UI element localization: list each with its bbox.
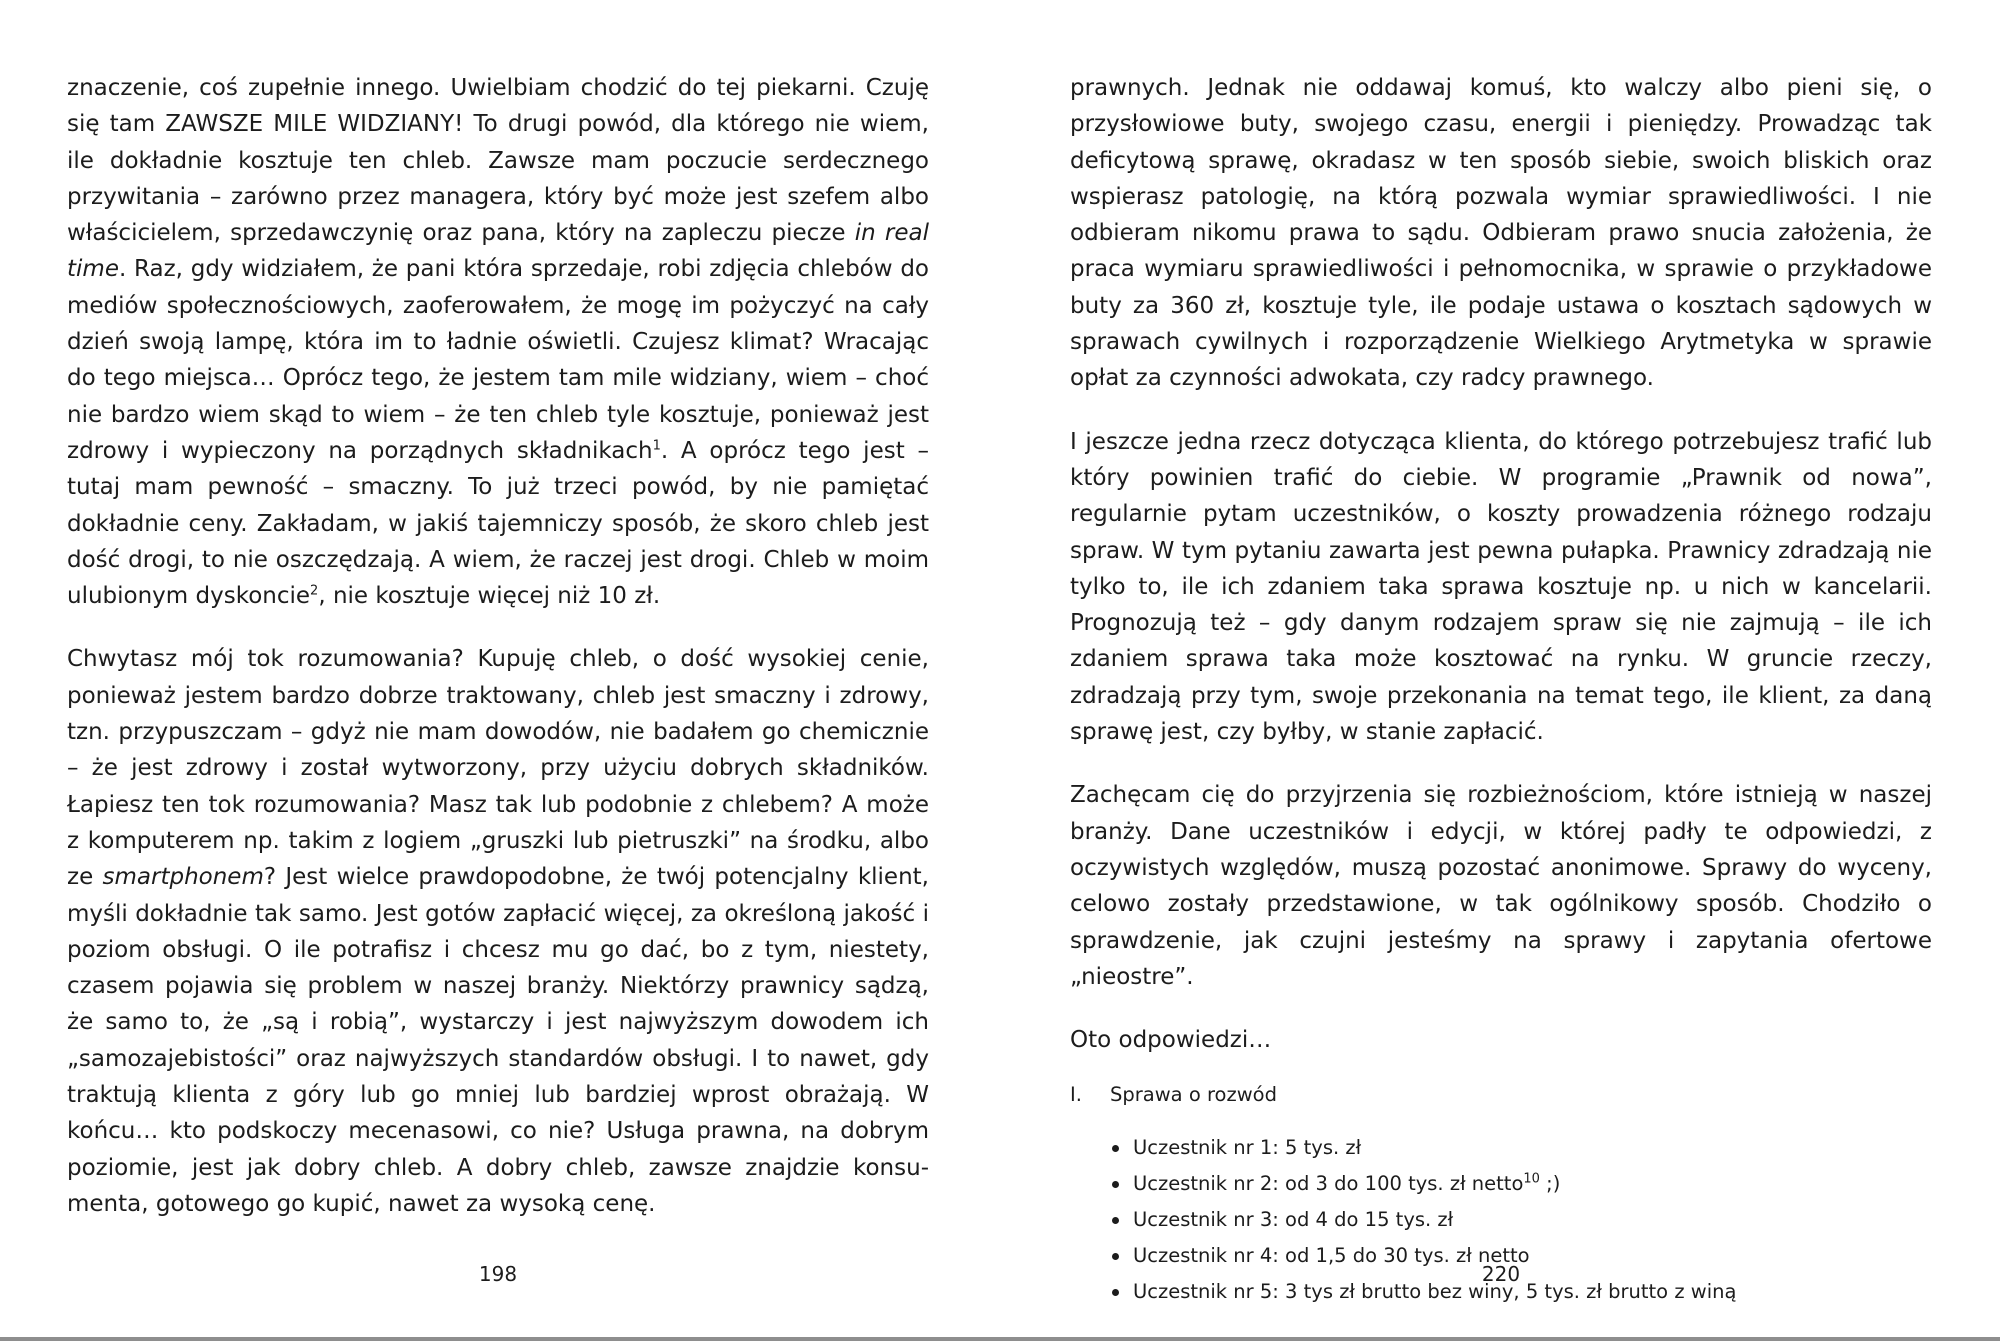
- text-run: Uczestnik nr 2: od 3 do 100 tys. zł netto: [1133, 1172, 1524, 1196]
- right-page-body: [1070, 70, 1932, 1310]
- paragraph: [1070, 424, 1932, 751]
- text-run: I jeszcze jedna rzecz dotycząca klienta, do którego potrzebujesz trafić lub który powinien trafić do ciebie. W programie „Prawnik od nowa”, regularnie pytam uczestników, o koszty prowadzenia różnego rodzaju spraw. W tym pytaniu zawarta jest pewna pułapka. Prawnicy zdradzają nie tylko to, ile ich zdaniem taka sprawa kosztuje np. u nich w kancelarii. Prognozują też – gdy danym rodzajem spraw się nie zajmują – ile ich zdaniem sprawa taka może kosztować na rynku. W gruncie rzeczy, zdradzają przy tym, swoje przekonania na temat tego, ile klient, za daną sprawę jest, czy byłby, w stanie zapłacić.: [1070, 428, 1932, 746]
- text-run: Uczestnik nr 5: 3 tys zł brutto bez winy, 5 tys. zł brutto z winą: [1133, 1280, 1737, 1304]
- case-heading: [1070, 1080, 1932, 1110]
- paragraph: [1070, 777, 1932, 995]
- text-run: prawnych. Jednak nie oddawaj komuś, kto walczy albo pieni się, o przysłowiowe buty, swojego czasu, energii i pieniędzy. Prowadząc tak deficytową sprawę, okradasz w ten sposób siebie, swoich bliskich oraz wspierasz patologię, na którą pozwala wymiar sprawiedliwości. I nie odbieram nikomu prawa to sądu. Odbieram prawo snucia założenia, że praca wymiaru sprawiedliwości i pełnomocnika, w sprawie o przykładowe buty za 360 zł, kosztuje tyle, ile podaje ustawa o kosztach sądowych w sprawach cywilnych i rozporządzenie Wielkiego Arytmetyka w sprawie opłat za czynności adwokata, czy radcy prawnego.: [1070, 75, 1932, 392]
- italic-text: in real time: [67, 220, 929, 283]
- text-run: . A oprócz tego jest – tutaj mam pewność – smaczny. To już trzeci powód, by nie pamiętać dokładnie ceny. Zakładam, w jakiś tajemniczy sposób, że skoro chleb jest dość drogi, to nie oszczędzają. A wiem, że raczej jest drogi. Chleb w moim ulubionym dyskoncie: [67, 437, 929, 610]
- list-item: [1110, 1130, 1932, 1166]
- list-item: [1110, 1166, 1932, 1202]
- text-run: ;): [1539, 1172, 1561, 1196]
- footnote-marker: 10: [1523, 1171, 1540, 1187]
- page-number: 198: [478, 1262, 518, 1286]
- text-run: ? Jest wielce prawdopodobne, że twój potencjalny klient, myśli dokładnie tak samo. Jest gotów zapłacić więcej, za określoną jakość i poziom obsługi. O ile potrafisz i chcesz mu go dać, bo z tym, niestety, czasem pojawia się problem w naszej branży. Niektórzy prawnicy sądzą, że samo to, że „są i robią”, wystarczy i jest najwyższym dowodem ich „samozajebistości” oraz najwyższych standardów obsługi. I to nawet, gdy traktują klienta z góry lub go mniej lub bardziej wprost obrażają. W końcu… kto podskoczy mecenasowi, co nie? Usługa prawna, na dobrym poziomie, jest jak dobry chleb. A dobry chleb, zawsze znajdzie konsumenta, gotowego go kupić, nawet za wysoką cenę.: [67, 864, 929, 1217]
- footnote-marker: 1: [652, 438, 661, 454]
- paragraph: [1070, 70, 1932, 397]
- text-run: Uczestnik nr 1: 5 tys. zł: [1133, 1136, 1362, 1160]
- footnote-marker: 2: [310, 583, 319, 599]
- text-run: Zachęcam cię do przyjrzenia się rozbieżnościom, które istnieją w naszej branży. Dane uczestników i edycji, w której padły te odpowiedzi, z oczywistych względów, muszą pozostać anonimowe. Sprawy do wyceny, celowo zostały przedstawione, w tak ogólnikowy sposób. Chodziło o sprawdzenie, jak czujni jesteśmy na sprawy i zapytania ofertowe „nieostre”.: [1070, 782, 1932, 990]
- text-run: Chwytasz mój tok rozumowania? Kupuję chleb, o dość wysokiej cenie, ponieważ jestem bardzo dobrze traktowany, chleb jest smaczny i zdrowy, tzn. przypuszczam – gdyż nie mam dowodów, nie badałem go chemicznie – że jest zdrowy i został wytworzony, przy użyciu dobrych składników. Łapiesz ten tok rozumowania? Masz tak lub podobnie z chlebem? A może z komputerem np. takim z logiem „gruszki lub pietruszki” na środku, albo ze: [67, 646, 929, 891]
- case-numeral: I.: [1070, 1083, 1082, 1107]
- italic-text: smartphonem: [102, 864, 264, 891]
- bottom-divider: [0, 1337, 2000, 1341]
- answers-intro: Oto odpowiedzi…: [1070, 1027, 1272, 1054]
- paragraph: [67, 70, 929, 614]
- case-title: Sprawa o rozwód: [1110, 1083, 1277, 1107]
- text-run: znaczenie, coś zupełnie innego. Uwielbiam chodzić do tej piekarni. Czuję się tam ZAWSZE MILE WIDZIANY! To drugi powód, dla którego nie wiem, ile dokładnie kosztuje ten chleb. Zawsze mam poczucie serdecznego przywitania – zarówno przez managera, który być może jest szefem albo właścicielem, sprzedawczynię oraz pana, który na zapleczu piecze: [67, 75, 929, 247]
- text-run: . Raz, gdy widziałem, że pani która sprzedaje, robi zdjęcia chlebów do mediów społecznościowych, zaoferowałem, że mogę im pożyczyć na cały dzień swoją lampę, która im to ładnie oświetli. Czujesz klimat? Wracając do tego miejsca… Oprócz tego, że jestem tam mile widziany, wiem – choć nie bardzo wiem skąd to wiem – że ten chleb tyle kosztuje, ponieważ jest zdrowy i wypieczony na porządnych składnikach: [67, 256, 929, 464]
- page-number: 220: [1481, 1262, 1521, 1286]
- right-page: [1070, 0, 1932, 1341]
- text-run: Uczestnik nr 3: od 4 do 15 tys. zł: [1133, 1208, 1454, 1232]
- left-page-body: [67, 70, 929, 1249]
- text-run: , nie kosztuje więcej niż 10 zł.: [318, 583, 661, 610]
- paragraph: [67, 641, 929, 1222]
- left-page: [67, 0, 929, 1341]
- list-item: [1110, 1202, 1932, 1238]
- text-run: Uczestnik nr 4: od 1,5 do 30 tys. zł netto: [1133, 1244, 1530, 1268]
